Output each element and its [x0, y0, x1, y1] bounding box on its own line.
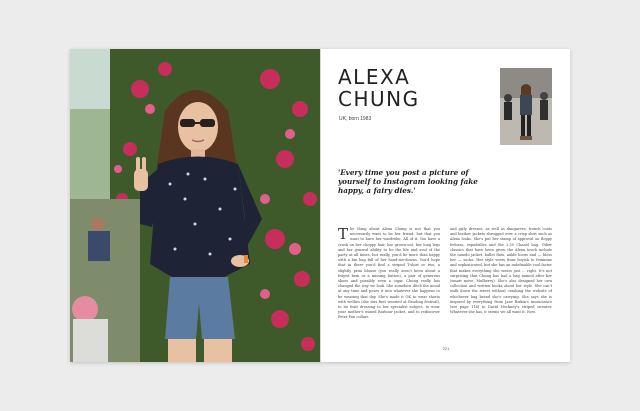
article-subtitle: UK, born 1983	[339, 116, 372, 122]
article-body	[338, 227, 552, 337]
festival-portrait-illustration	[70, 49, 320, 362]
body-column-1	[338, 227, 440, 337]
street-style-illustration	[500, 68, 552, 145]
article-page	[320, 49, 570, 362]
body-column-2: and girly dresses, as well as dungarees, trench coats and leather jackets shrugged over a crisp shirt such as Alexa looks. She's put her stamp of approval on floppy fedoras, espadrilles and the 2.55 Chanel bag. Other classics that have been given the Alexa touch include the tuxedo jacket, ballet flats, ankle boots and — bless her — socks. Her style veers from boyish to feminine and sophisticated, but she has an indefinable cool factor that makes everything she wears just ... right. It's not surprising that Chung has had a bag named after her (smart move, Mulberry). She's also designed her own collection and written books about her style. She can't walk down the street without crashing the website of whichever bag brand she's carrying. She says she is inspired by everything from Jane Birkin's insouciance (see page 116) to David Hockney's striped sweater. Whatever she has, it seems we all want it. Now.	[450, 227, 552, 315]
title-line-1: ALEXA	[338, 65, 411, 89]
magazine-spread	[70, 49, 570, 362]
title-line-2: CHUNG	[338, 87, 420, 111]
body-column-1-text: he thing about Alexa Chung is not that you necessarily want to be her friend, but that you want to have her wardrobe. All of it. You have a crush on her choppy hair, her grown-out, her long legs and her general ability to be the life and soul of the party at all times, but really, you'd be more than happy with a bin bag full of her hand-me-downs. You'd hope that in there you'd find a striped T-shirt or two, a slightly prim blouse (you really aren't keen about a frayed hem or a missing button), a pair of generous shoes and possibly even a cigar. Chung really has changed the way we look. She somehow ditch the mood at any time and poses it into whatever she happens to be wearing that day. She's made it OK to wear shorts with wellies (she was first wearied at Reading festival), to tie fruit dressing to her specialist subject, to wear your mother's waxed Barbour jacket, and to rediscover Peter Pan collars	[338, 227, 440, 320]
drop-cap: T	[338, 227, 349, 243]
cover-photo	[70, 49, 320, 362]
page-number: 221	[442, 346, 450, 351]
thumbnail-photo	[500, 68, 552, 145]
pull-quote: 'Every time you post a picture of yourself to Instagram looking fake happy, a fairy dies.'	[338, 168, 478, 195]
article-title	[338, 66, 420, 110]
